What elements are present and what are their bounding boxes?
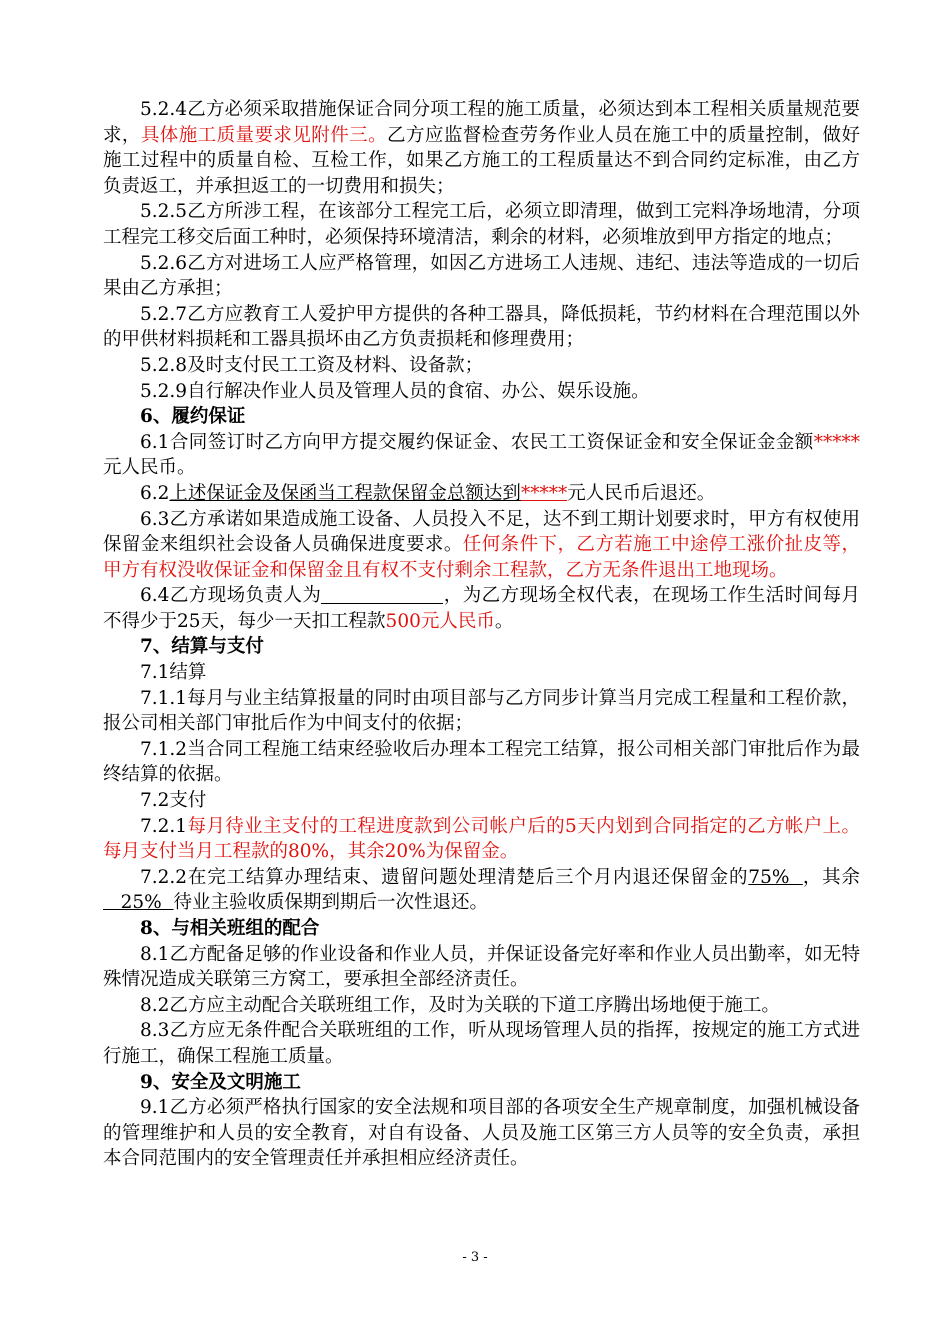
clause-9-1: 9.1乙方必须严格执行国家的安全法规和项目部的各项安全生产规章制度，加强机械设备的管理维护和人员的安全教育，对自有设备、人员及施工区第三方人员等的安全负责，承担本合同范围内的安全管理责任并承担相应经济责任。: [103, 1097, 860, 1170]
section-6-heading: 6、履约保证: [140, 406, 246, 428]
clause-7-2: 7.2支付: [140, 790, 207, 812]
clause-6-3: 6.3乙方承诺如果造成施工设备、人员投入不足，达不到工期计划要求时，甲方有权使用保留金来组织社会设备人员确保进度要求。任何条件下，乙方若施工中途停工涨价扯皮等，甲方有权没收保证金和保留金且有权不支付剩余工程款，乙方无条件退出工地现场。: [103, 508, 860, 581]
clause-6-1: 6.1合同签订时乙方向甲方提交履约保证金、农民工工资保证金和安全保证金金额*****元人民币。: [103, 431, 860, 479]
site-manager-blank: [321, 585, 443, 604]
clause-7-2-1: 7.2.1每月待业主支付的工程进度款到公司帐户后的5天内划到合同指定的乙方帐户上。每月支付当月工程款的80%，其余20%为保留金。: [103, 815, 860, 863]
retention-percent-2: 25%: [103, 892, 174, 914]
clause-6-2: 6.2上述保证金及保函当工程款保留金总额达到*****元人民币后退还。: [140, 482, 716, 504]
clause-5-2-4-highlight: 具体施工质量要求见附件三。: [140, 124, 388, 146]
clause-8-3: 8.3乙方应无条件配合关联班组的工作，听从现场管理人员的指挥，按规定的施工方式进行施工，确保工程施工质量。: [103, 1020, 860, 1067]
clause-7-2-2: 7.2.2在完工结算办理结束、遗留问题处理清楚后三个月内退还保留金的75% ，其余 25% 待业主验收质保期到期后一次性退还。: [103, 866, 860, 914]
clause-5-2-9: 5.2.9自行解决作业人员及管理人员的食宿、办公、娱乐设施。: [140, 380, 650, 402]
section-9-heading: 9、安全及文明施工: [140, 1071, 301, 1093]
clause-7-2-1-highlight: 每月待业主支付的工程进度款到公司帐户后的5天内划到合同指定的乙方帐户上。每月支付当月工程款的80%，其余20%为保留金。: [103, 815, 860, 863]
clause-5-2-8: 5.2.8及时支付民工工资及材料、设备款；: [140, 354, 484, 376]
clause-5-2-7: 5.2.7乙方应教育工人爱护甲方提供的各种工器具，降低损耗，节约材料在合理范围以外的甲供材料损耗和工器具损坏由乙方负责损耗和修理费用；: [103, 303, 860, 351]
section-8-heading: 8、与相关班组的配合: [140, 918, 320, 939]
document-body: [103, 97, 860, 1172]
clause-5-2-4: 5.2.4乙方必须采取措施保证合同分项工程的施工质量，必须达到本工程相关质量规范要求，具体施工质量要求见附件三。乙方应监督检查劳务作业人员在施工中的质量控制，做好施工过程中的质量自检、互检工作，如果乙方施工的工程质量达不到合同约定标准，由乙方负责返工，并承担返工的一切费用和损失；: [103, 99, 860, 197]
retention-percent-1: 75%: [748, 866, 803, 888]
clause-6-2-amount: *****: [520, 482, 568, 504]
clause-6-4-penalty: 500元人民币: [385, 610, 495, 632]
section-7-heading: 7、结算与支付: [140, 636, 264, 658]
clause-7-1-2: 7.1.2当合同工程施工结束经验收后办理本工程完工结算，报公司相关部门审批后作为最终结算的依据。: [103, 738, 860, 786]
clause-6-3-highlight: 任何条件下，乙方若施工中途停工涨价扯皮等，甲方有权没收保证金和保留金且有权不支付剩余工程款，乙方无条件退出工地现场。: [103, 534, 860, 581]
clause-8-1: 8.1乙方配备足够的作业设备和作业人员，并保证设备完好率和作业人员出勤率，如无特殊情况造成关联第三方窝工，要承担全部经济责任。: [103, 943, 860, 991]
clause-7-1-1: 7.1.1每月与业主结算报量的同时由项目部与乙方同步计算当月完成工程量和工程价款，报公司相关部门审批后作为中间支付的依据；: [103, 687, 860, 735]
clause-6-1-amount: *****: [813, 431, 860, 453]
clause-6-4: 6.4乙方现场负责人为 ，为乙方现场全权代表，在现场工作生活时间每月不得少于25天，每少一天扣工程款500元人民币。: [103, 585, 860, 632]
clause-8-2: 8.2乙方应主动配合关联班组工作，及时为关联的下道工序腾出场地便于施工。: [140, 994, 780, 1016]
clause-5-2-5: 5.2.5乙方所涉工程，在该部分工程完工后，必须立即清理，做到工完料净场地清，分项工程完工移交后面工种时，必须保持环境清洁，剩余的材料，必须堆放到甲方指定的地点；: [103, 201, 860, 248]
page-number: - 3 -: [462, 1250, 488, 1265]
clause-5-2-6: 5.2.6乙方对进场工人应严格管理，如因乙方进场工人违规、违纪、违法等造成的一切后果由乙方承担；: [103, 252, 860, 300]
clause-7-1: 7.1结算: [140, 662, 207, 684]
